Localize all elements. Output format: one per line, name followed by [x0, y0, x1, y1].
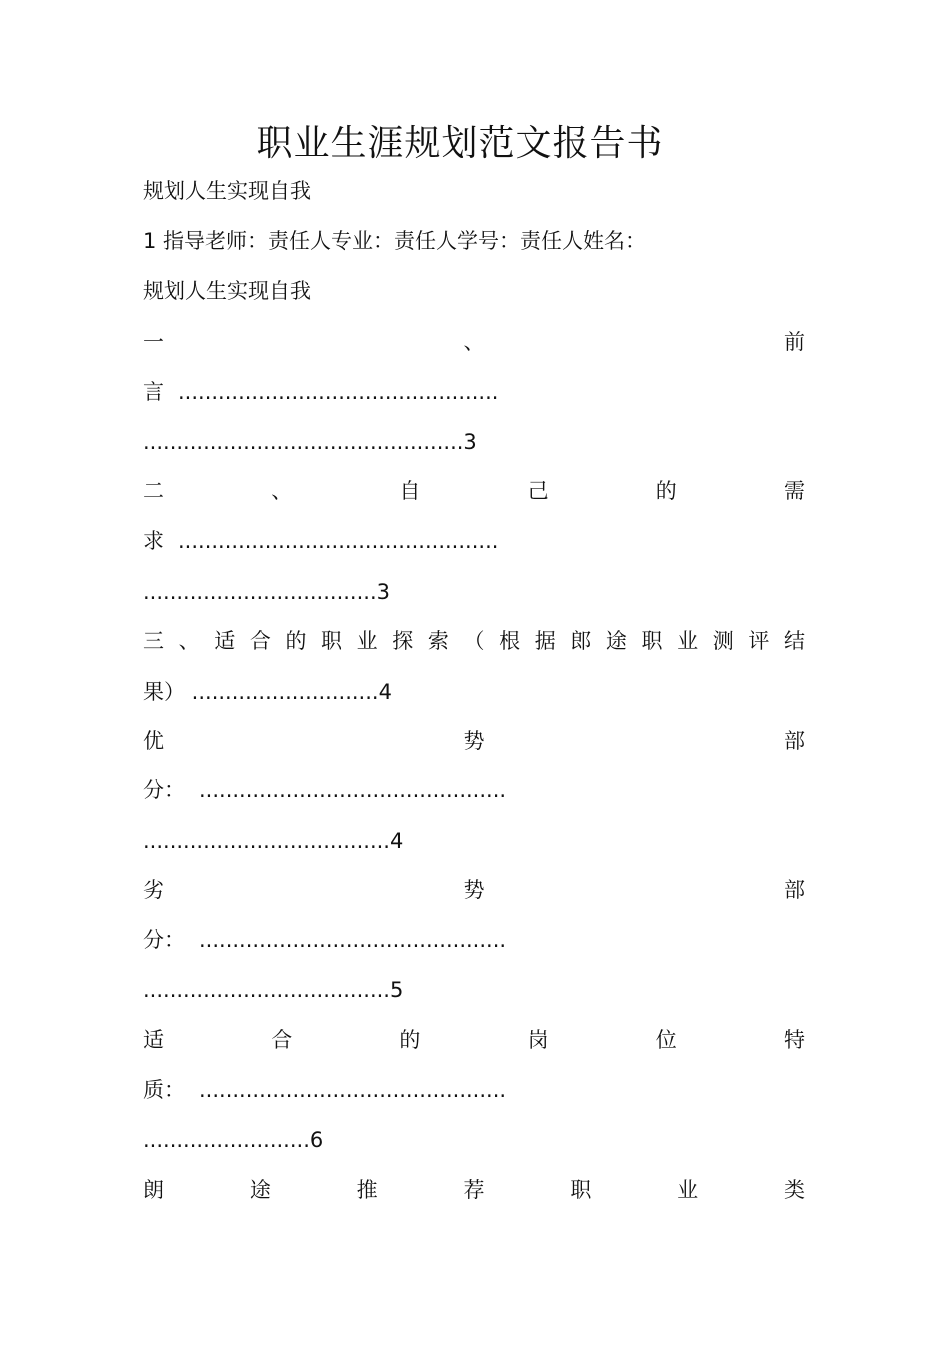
toc-char: 类 [783, 1178, 805, 1202]
toc-char: （ [463, 629, 485, 653]
toc-char: 业 [677, 629, 699, 653]
toc-char: 二 [143, 479, 164, 503]
toc-char: 部 [784, 729, 805, 753]
toc-entry-preface-line2 [143, 375, 805, 409]
toc-char: 业 [677, 1178, 699, 1202]
toc-char: 岗 [527, 1028, 549, 1052]
toc-char: 、 [463, 330, 485, 354]
toc-char: 合 [271, 1028, 293, 1052]
toc-char: 结 [783, 629, 805, 653]
toc-leader: ................................................ [178, 529, 499, 553]
toc-char: 的 [399, 1028, 421, 1052]
toc-entry-job-traits-line1 [143, 1023, 805, 1057]
toc-entry-preface-line1 [143, 325, 805, 359]
toc-char: 合 [249, 629, 271, 653]
toc-leader: .............................................. [199, 778, 507, 802]
subtitle: 规划人生实现自我 [143, 179, 311, 203]
toc-char: 分： [143, 928, 185, 952]
toc-char: 三 [143, 629, 164, 653]
toc-entry-needs-line2 [143, 524, 805, 558]
toc-entry-career-line2: 果） ............................4 [143, 680, 392, 704]
toc-char: 、 [178, 629, 200, 653]
toc-char: 需 [783, 479, 805, 503]
toc-entry-job-traits-page: .........................6 [143, 1128, 324, 1152]
document-title: 职业生涯规划范文报告书 [256, 123, 664, 164]
toc-char: 探 [392, 629, 414, 653]
toc-entry-strengths-line1 [143, 724, 805, 758]
toc-char: 评 [748, 629, 770, 653]
toc-char: 荐 [463, 1178, 485, 1202]
toc-char: 位 [655, 1028, 677, 1052]
toc-entry-preface-page: ................................................3 [143, 430, 477, 454]
toc-char: 根 [499, 629, 521, 653]
toc-leader: .............................................. [199, 928, 507, 952]
toc-char: 部 [784, 878, 805, 902]
info-line: 1 指导老师：责任人专业：责任人学号：责任人姓名： [143, 229, 647, 253]
toc-char: 己 [527, 479, 549, 503]
toc-char: 推 [356, 1178, 378, 1202]
toc-char: 、 [271, 479, 293, 503]
toc-char: 途 [605, 629, 627, 653]
toc-entry-needs-page: ...................................3 [143, 580, 390, 604]
toc-char: 郎 [570, 629, 592, 653]
toc-char: 朗 [143, 1178, 164, 1202]
toc-char: 自 [399, 479, 421, 503]
toc-char: 言 [143, 380, 164, 404]
toc-char: 势 [463, 878, 485, 902]
toc-char: 分： [143, 778, 185, 802]
toc-char: 的 [285, 629, 307, 653]
toc-char: 途 [249, 1178, 271, 1202]
toc-char: 优 [143, 729, 164, 753]
toc-char: 职 [641, 629, 663, 653]
toc-char: 质： [143, 1078, 185, 1102]
subtitle-repeat: 规划人生实现自我 [143, 279, 311, 303]
toc-char: 特 [783, 1028, 805, 1052]
toc-char: 适 [214, 629, 236, 653]
toc-char: 据 [534, 629, 556, 653]
toc-char: 前 [784, 330, 805, 354]
toc-entry-career-line1 [143, 624, 805, 658]
toc-entry-weaknesses-line2 [143, 923, 805, 957]
toc-char: 测 [712, 629, 734, 653]
toc-char: 一 [143, 330, 164, 354]
toc-char: 适 [143, 1028, 164, 1052]
toc-char: 势 [463, 729, 485, 753]
toc-char: 职 [321, 629, 343, 653]
toc-entry-strengths-line2 [143, 773, 805, 807]
toc-entry-weaknesses-page: .....................................5 [143, 978, 404, 1002]
toc-leader: .............................................. [199, 1078, 507, 1102]
toc-char: 索 [427, 629, 449, 653]
toc-entry-weaknesses-line1 [143, 873, 805, 907]
toc-entry-strengths-page: .....................................4 [143, 829, 404, 853]
toc-entry-needs-line1 [143, 474, 805, 508]
toc-entry-job-traits-line2 [143, 1073, 805, 1107]
toc-char: 职 [570, 1178, 592, 1202]
toc-char: 求 [143, 529, 164, 553]
toc-char: 业 [356, 629, 378, 653]
toc-leader: ................................................ [178, 380, 499, 404]
toc-char: 劣 [143, 878, 164, 902]
toc-char: 的 [655, 479, 677, 503]
toc-entry-recommended-line1 [143, 1173, 805, 1207]
